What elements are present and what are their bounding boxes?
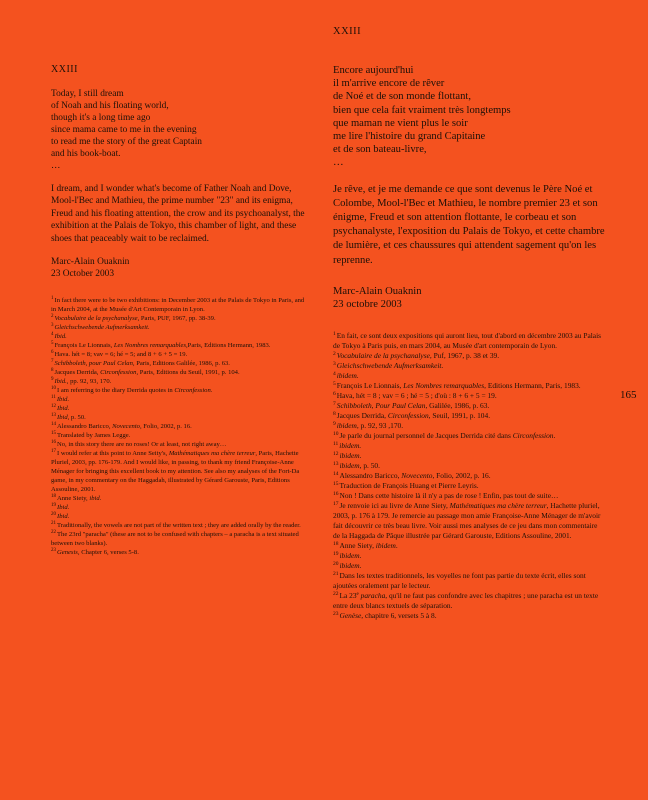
section-title-english: XXIII	[51, 64, 78, 75]
footnote-text: François Le Lionnais,	[336, 380, 404, 390]
page-number: 165	[620, 389, 637, 401]
footnote-text: , Paris, Editions Galilée, 1986, p. 63.	[132, 360, 230, 368]
footnote	[333, 411, 605, 421]
footnote	[51, 449, 309, 494]
footnote	[51, 323, 309, 332]
footnote-number: 19	[333, 550, 339, 557]
footnote-text: Jacques Derrida,	[54, 369, 101, 377]
footnote-title: ibidem.	[339, 440, 362, 450]
poem-french	[333, 64, 605, 170]
footnote-number: 13	[333, 460, 339, 467]
footnote	[51, 521, 309, 530]
signature-english	[51, 256, 309, 280]
footnote-text: , p. 92, 93 ,170.	[356, 420, 404, 430]
poem-line: to read me the story of the great Captain	[51, 137, 202, 147]
footnote-title: Gleichschwebende Aufmerksamkeit.	[336, 360, 444, 370]
footnote-text: Dans les textes traditionnels, les voyelles ne font pas partie du texte écrit, elles sont ajoutées oralement par le lecteur.	[333, 570, 586, 590]
footnote-number: 9	[51, 377, 54, 383]
poem-english	[51, 88, 309, 172]
footnote-text: .	[395, 540, 398, 550]
footnote-number: 16	[333, 490, 339, 497]
poem-line: que maman ne vient plus le soir	[333, 117, 468, 129]
footnote-text: , p. 50.	[67, 414, 86, 422]
poem-line: …	[333, 157, 344, 169]
footnote-text: Traditionally, the vowels are not part of the written text ; they are added orally by the reader.	[57, 522, 301, 530]
footnote-text: , Editions Hermann, Paris, 1983.	[484, 380, 581, 390]
footnote	[333, 551, 605, 561]
french-column	[333, 64, 605, 621]
footnote-title: ibidem	[336, 420, 357, 430]
footnote	[333, 591, 605, 611]
footnote-title: Ibid.	[54, 378, 67, 386]
footnote	[51, 386, 309, 395]
footnote-text: , Galilée, 1986, p. 63.	[425, 400, 490, 410]
footnote	[333, 571, 605, 591]
footnote-number: 11	[333, 440, 339, 447]
footnote-text: Anne Siety,	[57, 495, 90, 503]
footnote	[51, 395, 309, 404]
footnote-text: Jacques Derrida,	[336, 410, 388, 420]
footnote-title: Circonfession	[174, 387, 211, 395]
footnotes-french	[333, 331, 605, 621]
footnote	[333, 381, 605, 391]
footnote	[333, 561, 605, 571]
footnote-title: Ibid.	[57, 513, 70, 521]
footnote	[333, 471, 605, 481]
poem-line: bien que cela fait vraiment très longtemps	[333, 104, 511, 116]
footnote-title: Circonfession	[512, 430, 554, 440]
footnote	[51, 548, 309, 557]
footnote-text: , Folio, 2002, p. 16.	[432, 470, 491, 480]
footnote-text: En fait, ce sont deux expositions qui auront lieu, tout d'abord en décembre 2003 au Palais de Tokyo à Paris puis, en mars 2004, au Musée d'art contemporain de Lyon.	[333, 330, 602, 350]
footnote	[51, 377, 309, 386]
footnote-title: Vocabulaire de la psychanalyse	[336, 350, 430, 360]
footnote-title: Les Nombres remarquables	[403, 380, 485, 390]
footnote	[333, 391, 605, 401]
footnote-title: ibid.	[89, 495, 102, 503]
footnote-title: Ibid.	[57, 405, 70, 413]
footnote-number: 9	[333, 420, 336, 427]
footnote-text: , Paris, PUF, 1967, pp. 38-39.	[137, 315, 216, 323]
footnote	[333, 491, 605, 501]
footnote-text: , pp. 92, 93, 170.	[66, 378, 112, 386]
footnote-number: 16	[51, 440, 56, 446]
author-name: Marc-Alain Ouaknin	[51, 257, 130, 268]
footnote-number: 8	[333, 410, 336, 417]
footnote-number: 18	[51, 494, 56, 500]
footnote-number: 8	[51, 368, 54, 374]
footnote	[51, 332, 309, 341]
footnote-number: 7	[51, 359, 54, 365]
footnote-title: Schibboleth, pour Paul Celan	[54, 360, 133, 368]
footnote-text: , Paris, Hachette Pluriel, 2003, pp. 176-179. And I would like, in passing, to thank my friend Françoise-Anne Ménager for bringing this excellent book to my attention. See also my analyses of the Fort-Da game, in my commentary on the Haggadah, illustrated by Gérard Garouste, Paris, Editions Assouline, 2001.	[51, 450, 300, 494]
footnote	[333, 541, 605, 551]
footnote-number: 20	[333, 560, 339, 567]
poem-line: il m'arrive encore de rêver	[333, 78, 445, 90]
footnote-text: , Seuil, 1991, p. 104.	[428, 410, 491, 420]
footnote-text: .	[210, 387, 213, 395]
footnote-number: 15	[333, 480, 339, 487]
footnote-text: In fact there were to be two exhibitions: in December 2003 at the Palais de Tokyo in Paris, and in March 2004, at the Musée d'Art Contemporain in Lyon.	[51, 297, 305, 314]
footnote-text: No, in this story there are no roses! Or at least, not right away…	[57, 441, 227, 449]
footnote-title: Ibid.	[56, 396, 70, 404]
footnote-title: Genèse	[339, 610, 362, 620]
footnote-text: , Chapter 6, verses 5-8.	[77, 549, 139, 557]
poem-line: of Noah and his floating world,	[51, 101, 169, 111]
footnote-number: 1	[51, 296, 54, 302]
footnote-number: 10	[333, 430, 339, 437]
footnote	[333, 441, 605, 451]
footnote-title: Mathématiques ma chère terreur	[449, 500, 547, 510]
footnote-number: 21	[333, 570, 339, 577]
footnote	[333, 501, 605, 541]
footnote-text: , p. 50.	[359, 460, 380, 470]
footnote	[51, 503, 309, 512]
footnote-text: Alessandro Baricco,	[339, 470, 402, 480]
footnote	[51, 422, 309, 431]
footnote-title: Circonfession	[100, 369, 137, 377]
footnote-title: ibidem.	[339, 450, 362, 460]
footnote	[51, 512, 309, 521]
footnote-title: Novecento	[401, 470, 433, 480]
footnote-number: 2	[333, 350, 336, 357]
footnote-text: , Hachette pluriel, 2003, p. 176 à 179. Je remercie au passage mon amie Françoise-Anne Ménager de m'avoir fait découvrir ce très beau livre. Voir aussi mes analyses de ce jeu dans mon commentaire de la Haggada de Pâque illustrée par Gérard Garouste, Editions Assouline, 2001.	[333, 500, 601, 540]
footnote-text: François Le Lionnais,	[54, 342, 114, 350]
footnote	[51, 494, 309, 503]
footnotes-english	[51, 296, 309, 557]
author-name: Marc-Alain Ouaknin	[333, 285, 422, 297]
footnote-text: Translated by James Legge.	[57, 432, 131, 440]
footnote-title: Les Nombres remarquables	[113, 342, 187, 350]
footnote-number: 23	[51, 548, 56, 554]
footnote	[333, 401, 605, 411]
footnote-text: Alessandro Baricco,	[57, 423, 113, 431]
footnote-number: 6	[333, 390, 336, 397]
footnote	[51, 314, 309, 323]
footnote	[51, 440, 309, 449]
poem-line: and his book-boat.	[51, 149, 121, 159]
footnote	[333, 431, 605, 441]
footnote-number: 15	[51, 431, 56, 437]
footnote	[333, 481, 605, 491]
footnote-number: 2	[51, 314, 54, 320]
footnote-number: 14	[51, 422, 56, 428]
footnote-number: 4	[51, 332, 54, 338]
poem-line: …	[51, 161, 61, 171]
footnote-number: 20	[51, 512, 56, 518]
footnote	[333, 611, 605, 621]
footnote-title: Genesis	[57, 549, 78, 557]
poem-line: et de son bateau-livre,	[333, 144, 427, 156]
footnote-text: I would refer at this point to Anne Seity's,	[57, 450, 169, 458]
footnote-number: 12	[51, 404, 56, 410]
footnote-title: ibidem.	[339, 560, 362, 570]
footnote-title: Gleichschwebende Aufmerksamkeit.	[54, 324, 150, 332]
footnote-number: 21	[51, 521, 56, 527]
footnote-title: Vocabulaire de la psychanalyse	[54, 315, 138, 323]
footnote-text: , Folio, 2002, p. 16.	[139, 423, 192, 431]
footnote-text: , chapitre 6, versets 5 à 8.	[361, 610, 437, 620]
footnote	[51, 431, 309, 440]
footnote-number: 10	[51, 386, 56, 392]
signature-french	[333, 285, 605, 311]
footnote-text: Je parle du journal personnel de Jacques Derrida cité dans	[339, 430, 513, 440]
footnote-text: Hava, hét = 8 ; vav = 6 ; hé = 5 ; d'où : 8 + 6 + 5 = 19.	[336, 390, 497, 400]
footnote-text: , qu'il ne faut pas confondre avec les chapitres ; une paracha est un texte entre deux blancs textuels de séparation.	[333, 590, 599, 610]
footnote-number: 1	[333, 330, 336, 337]
footnote-text: Anne Siety,	[339, 540, 376, 550]
poem-line: though it's a long time ago	[51, 113, 151, 123]
footnote	[51, 296, 309, 314]
footnote-number: 14	[333, 470, 339, 477]
footnote-title: ibidem.	[336, 370, 359, 380]
footnote-number: 3	[51, 323, 54, 329]
footnote-number: 19	[51, 503, 56, 509]
footnote-number: 17	[51, 449, 56, 455]
footnote-number: 17	[333, 500, 339, 507]
prose-english: I dream, and I wonder what's become of Father Noah and Dove, Mool-l'Bec and Mathieu, the prime number "23" and its enigma, Freud and his floating attention, the crow and its psychoanalyst, the exhibition at the Palais de Tokyo, this chamber of light, and these shoes that peaceably wait to be reclaimed.	[51, 184, 305, 244]
footnote-title: ibidem.	[339, 550, 362, 560]
footnote	[333, 371, 605, 381]
footnote-text: Je renvoie ici au livre de Anne Siety,	[339, 500, 450, 510]
footnote-text: The 23rd "paracha" (these are not to be confused with chapters – a paracha is a text situated between two blanks).	[51, 531, 299, 548]
footnote	[51, 350, 309, 359]
footnote-title: Ibid.	[57, 504, 70, 512]
poem-line: me lire l'histoire du grand Capitaine	[333, 131, 486, 143]
poem-line: de Noé et de son monde flottant,	[333, 91, 471, 103]
footnote-text: La 23	[339, 590, 357, 600]
footnote-number: 22	[333, 590, 339, 597]
footnote	[51, 530, 309, 548]
footnote-text: Non ! Dans cette histoire là il n'y a pas de rose ! Enfin, pas tout de suite…	[339, 490, 559, 500]
footnote-number: 7	[333, 400, 336, 407]
footnote	[51, 359, 309, 368]
footnote-title: paracha	[360, 590, 386, 600]
footnote-title: Circonfession	[387, 410, 429, 420]
footnote-text: , Paris, Editions du Seuil, 1991, p. 104.	[136, 369, 240, 377]
prose-french: Je rêve, et je me demande ce que sont devenus le Père Noé et Colombe, Mool-l'Bec et Mathieu, le nombre premier 23 et son énigme, Freud et son attention flottante, le corbeau et son psychanalyste, l'exposition du Palais de Tokyo, et cette chambre de lumière, et ces chaussures qui attendent sagement qu'on les reprenne.	[333, 183, 605, 266]
footnote-title: Mathématiques ma chère terreur	[168, 450, 256, 458]
footnote-number: 12	[333, 450, 339, 457]
footnote-number: 11	[51, 395, 56, 401]
footnote-text: Hava. hét = 8; vav = 6; hé = 5; and 8 + 6 + 5 = 19.	[54, 351, 188, 359]
signature-date: 23 October 2003	[51, 269, 115, 280]
footnote-number: 4	[333, 370, 336, 377]
footnote-number: 13	[51, 413, 56, 419]
footnote-text: I am referring to the diary Derrida quotes in	[57, 387, 175, 395]
footnote-superscript: e	[356, 591, 359, 597]
footnote-text: Traduction de François Huang et Pierre Leyris.	[339, 480, 479, 490]
footnote-title: Novecento	[112, 423, 140, 431]
footnote-number: 23	[333, 610, 339, 617]
footnote-title: ibidem	[375, 540, 396, 550]
footnote	[51, 413, 309, 422]
english-column	[51, 64, 309, 557]
footnote	[51, 341, 309, 350]
poem-line: since mama came to me in the evening	[51, 125, 197, 135]
footnote-number: 5	[333, 380, 336, 387]
poem-line: Encore aujourd'hui	[333, 65, 414, 76]
poem-line: Today, I still dream	[51, 89, 124, 99]
signature-date: 23 octobre 2003	[333, 298, 402, 310]
footnote-text: ,Paris, Editions Hermann, 1983.	[186, 342, 271, 350]
footnote-number: 6	[51, 350, 54, 356]
footnote	[333, 331, 605, 351]
footnote	[333, 461, 605, 471]
footnote	[333, 421, 605, 431]
footnote-number: 18	[333, 540, 339, 547]
footnote	[51, 368, 309, 377]
footnote	[333, 451, 605, 461]
footnote-title: Ibid	[57, 414, 68, 422]
footnote	[333, 361, 605, 371]
footnote	[333, 351, 605, 361]
page-title-top: XXIII	[333, 26, 362, 37]
footnote-number: 5	[51, 341, 54, 347]
footnote-number: 3	[333, 360, 336, 367]
footnote	[51, 404, 309, 413]
footnote-text: .	[553, 430, 556, 440]
footnote-title: Ibid.	[54, 333, 67, 341]
footnote-number: 22	[51, 530, 56, 536]
footnote-text: , Puf, 1967, p. 38 et 39.	[429, 350, 500, 360]
footnote-title: ibidem	[339, 460, 360, 470]
footnote-title: Schibboleth, Pour Paul Celan	[336, 400, 426, 410]
